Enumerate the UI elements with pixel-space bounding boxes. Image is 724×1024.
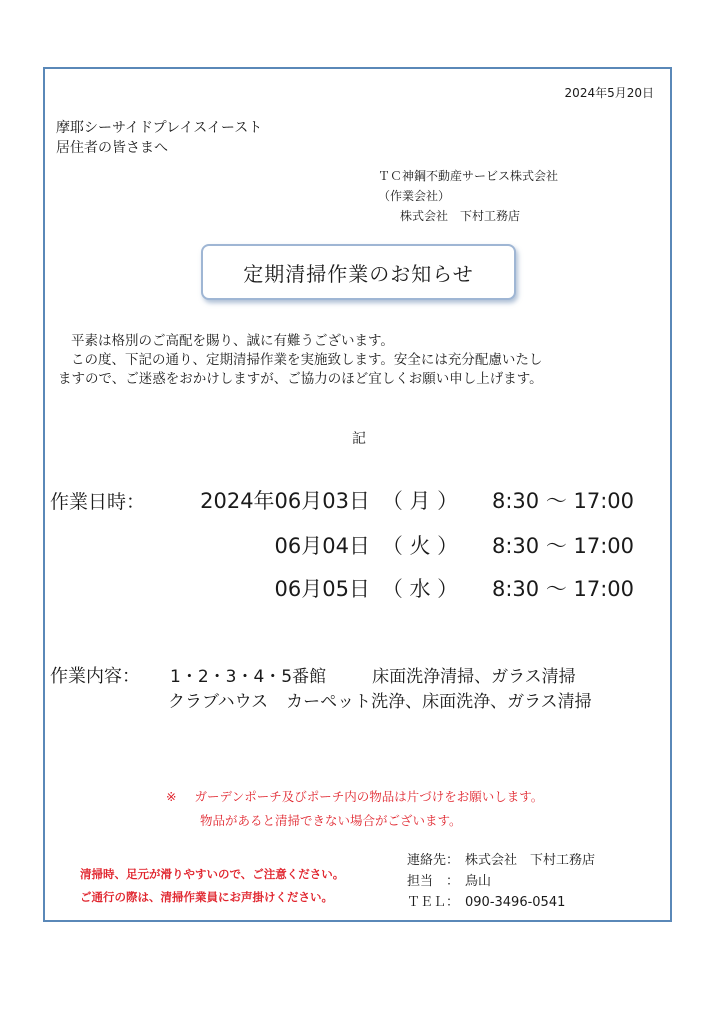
note-text-1: ガーデンポーチ及びポーチ内の物品は片づけをお願いします。	[194, 789, 544, 804]
contact-row	[407, 871, 595, 892]
notice-title: 定期清掃作業のお知らせ	[243, 261, 474, 286]
contact-block	[407, 850, 595, 913]
schedule-time-2: 8:30 〜 17:00	[492, 534, 635, 558]
ki-heading: 記	[352, 431, 366, 447]
sender-block	[378, 166, 558, 226]
body-line-2: この度、下記の通り、定期清掃作業を実施致します。安全には充分配慮いたし	[71, 352, 543, 368]
contact-value: 株式会社 下村工務店	[465, 853, 596, 868]
caution-block	[80, 863, 344, 909]
work-item-2	[168, 687, 592, 712]
schedule-date-3: 06月05日	[274, 577, 370, 601]
sender-contractor-label: （作業会社）	[378, 189, 451, 203]
caution-line-2: ご通行の際は、清掃作業員にお声掛けください。	[80, 890, 333, 904]
schedule-day-3: （ 水 ）	[381, 577, 459, 601]
schedule-label: 作業日時：	[50, 491, 146, 513]
work-item-1	[170, 662, 576, 687]
addressee-line-2: 居住者の皆さまへ	[56, 140, 168, 156]
contact-key: 担当 ：	[407, 874, 460, 889]
schedule-time-3: 8:30 〜 17:00	[492, 577, 635, 601]
work-desc-1: 床面洗浄清掃、ガラス清掃	[372, 667, 576, 687]
contact-key: ＴＥＬ：	[407, 895, 460, 910]
title-box	[201, 244, 516, 300]
note-line-2: 物品があると清掃できない場合がございます。	[200, 813, 462, 828]
schedule-date-2: 06月04日	[274, 534, 370, 558]
caution-line-1: 清掃時、足元が滑りやすいので、ご注意ください。	[80, 867, 345, 881]
schedule-date-1: 2024年06月03日	[200, 489, 370, 513]
schedule-day-1: （ 月 ）	[381, 489, 459, 513]
notice-date: 2024年5月20日	[564, 86, 654, 100]
contact-value: 090-3496-0541	[465, 895, 566, 910]
addressee-line-1: 摩耶シーサイドプレイスイースト	[56, 120, 263, 136]
contact-value: 鳥山	[465, 874, 492, 889]
schedule-time-1: 8:30 〜 17:00	[492, 489, 635, 513]
sender-company: ＴＣ神鋼不動産サービス株式会社	[378, 169, 559, 183]
contact-row	[407, 892, 595, 913]
body-line-1: 平素は格別のご高配を賜り、誠に有難うございます。	[71, 333, 394, 349]
note-line-1	[166, 787, 543, 805]
body-line-3: ますので、ご迷惑をおかけしますが、ご協力のほど宜しくお願い申し上げます。	[58, 371, 543, 387]
work-desc-2: カーペット洗浄、床面洗浄、ガラス清掃	[286, 692, 592, 712]
sender-contractor: 株式会社 下村工務店	[400, 209, 521, 223]
contact-row	[407, 850, 595, 871]
schedule-day-2: （ 火 ）	[381, 534, 459, 558]
work-place-2: クラブハウス	[168, 692, 269, 712]
work-label: 作業内容：	[50, 666, 140, 687]
contact-key: 連絡先：	[407, 853, 460, 868]
work-place-1: 1・2・3・4・5番館	[170, 667, 327, 687]
addressee	[56, 118, 262, 158]
note-mark: ※	[166, 789, 177, 804]
body-text	[58, 332, 543, 389]
